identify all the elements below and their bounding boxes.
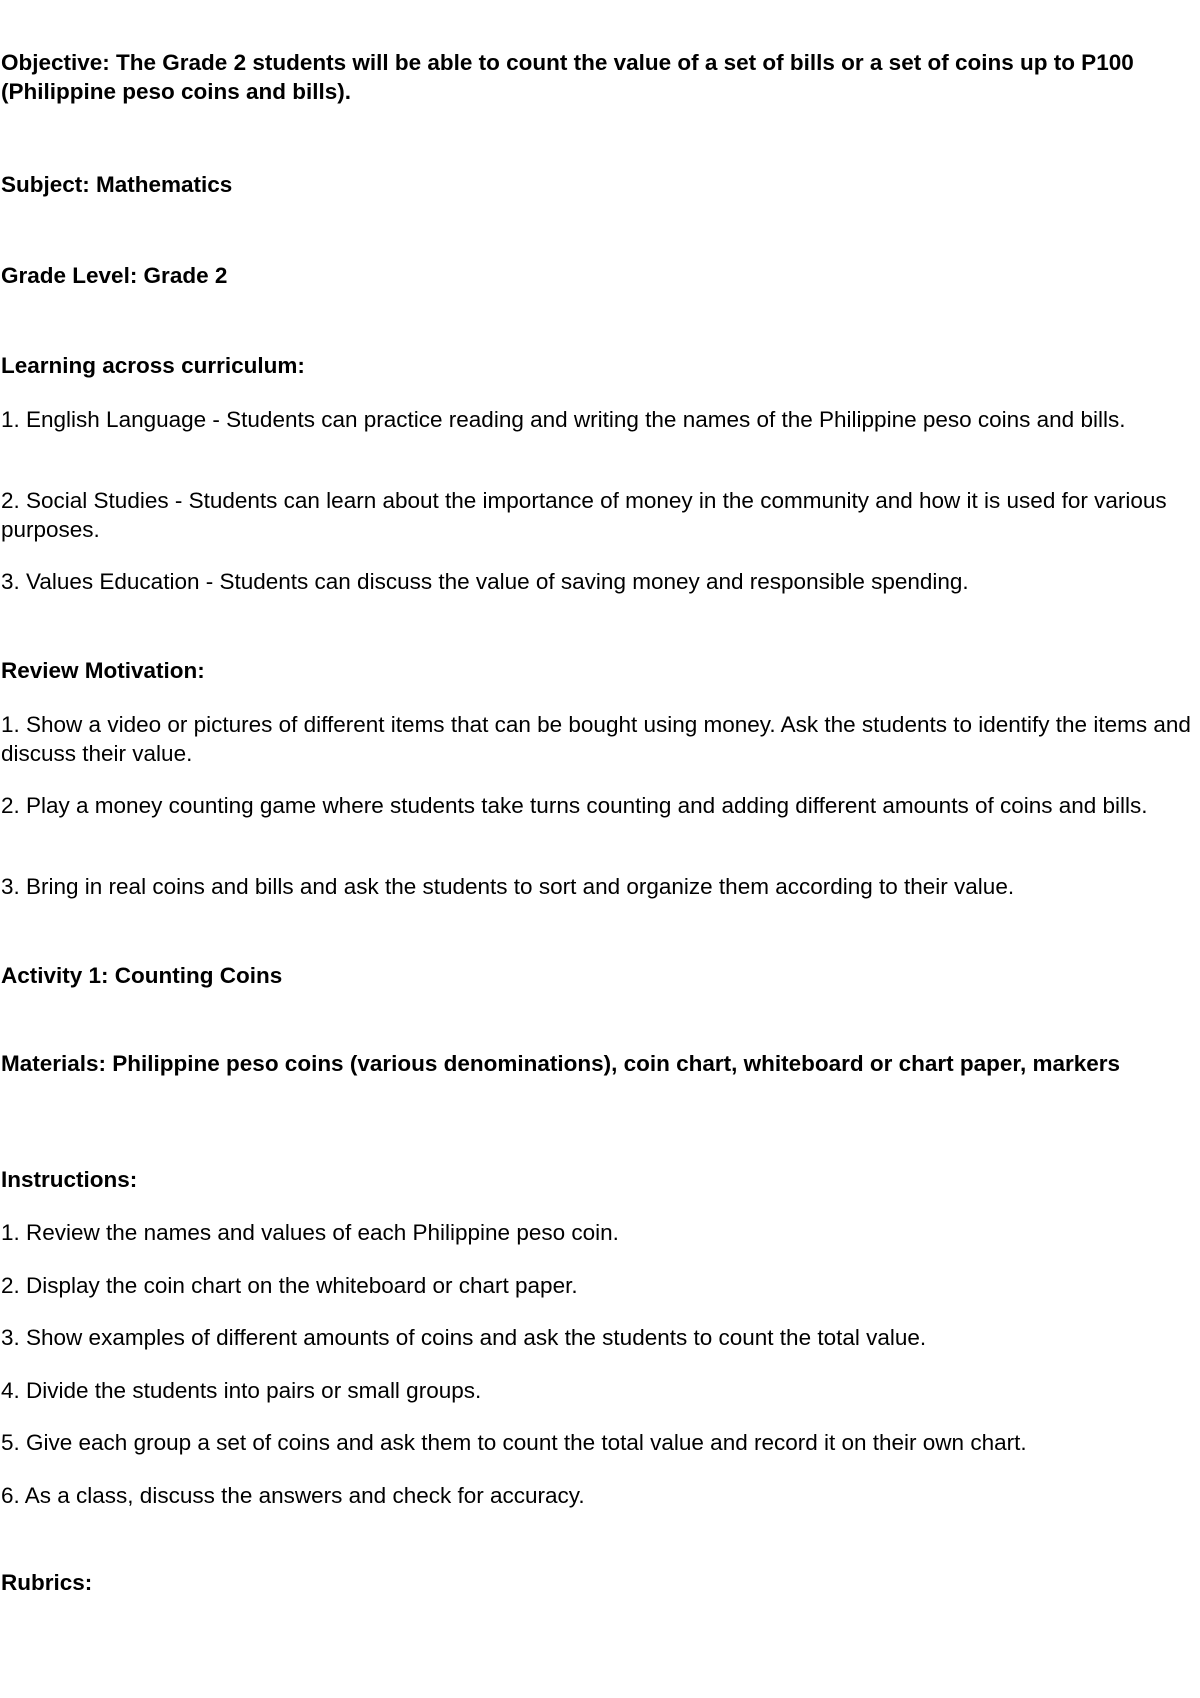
instructions-heading: Instructions:: [1, 1167, 138, 1192]
rubrics-heading: Rubrics:: [1, 1570, 93, 1595]
learning-item-social-studies: 2. Social Studies - Students can learn about the importance of money in the community and how it is used for various purposes.: [1, 488, 1167, 542]
review-item-game: 2. Play a money counting game where students take turns counting and adding different amounts of coins and bills.: [1, 793, 1148, 818]
objective-paragraph: Objective: The Grade 2 students will be able to count the value of a set of bills or a set of coins up to P100 (Philippine peso coins and bills).: [1, 50, 1134, 104]
instruction-item-2: 2. Display the coin chart on the whiteboard or chart paper.: [1, 1273, 578, 1298]
learning-across-curriculum-heading: Learning across curriculum:: [1, 353, 305, 378]
review-item-video: 1. Show a video or pictures of different items that can be bought using money. Ask the students to identify the items and discuss their value.: [1, 712, 1191, 766]
instruction-item-6: 6. As a class, discuss the answers and check for accuracy.: [1, 1483, 585, 1508]
review-motivation-heading: Review Motivation:: [1, 658, 205, 683]
instruction-item-4: 4. Divide the students into pairs or small groups.: [1, 1378, 482, 1403]
materials-paragraph: Materials: Philippine peso coins (various denominations), coin chart, whiteboard or chart paper, markers: [1, 1051, 1121, 1076]
grade-level-line: Grade Level: Grade 2: [1, 263, 228, 288]
review-item-sort-coins: 3. Bring in real coins and bills and ask the students to sort and organize them according to their value.: [1, 874, 1015, 899]
learning-item-values-education: 3. Values Education - Students can discuss the value of saving money and responsible spending.: [1, 569, 969, 594]
instruction-item-5: 5. Give each group a set of coins and ask them to count the total value and record it on their own chart.: [1, 1430, 1027, 1455]
instruction-item-1: 1. Review the names and values of each Philippine peso coin.: [1, 1220, 619, 1245]
subject-line: Subject: Mathematics: [1, 172, 233, 197]
learning-item-english: 1. English Language - Students can practice reading and writing the names of the Philippine peso coins and bills.: [1, 407, 1126, 432]
activity-title: Activity 1: Counting Coins: [1, 963, 283, 988]
instruction-item-3: 3. Show examples of different amounts of coins and ask the students to count the total value.: [1, 1325, 927, 1350]
